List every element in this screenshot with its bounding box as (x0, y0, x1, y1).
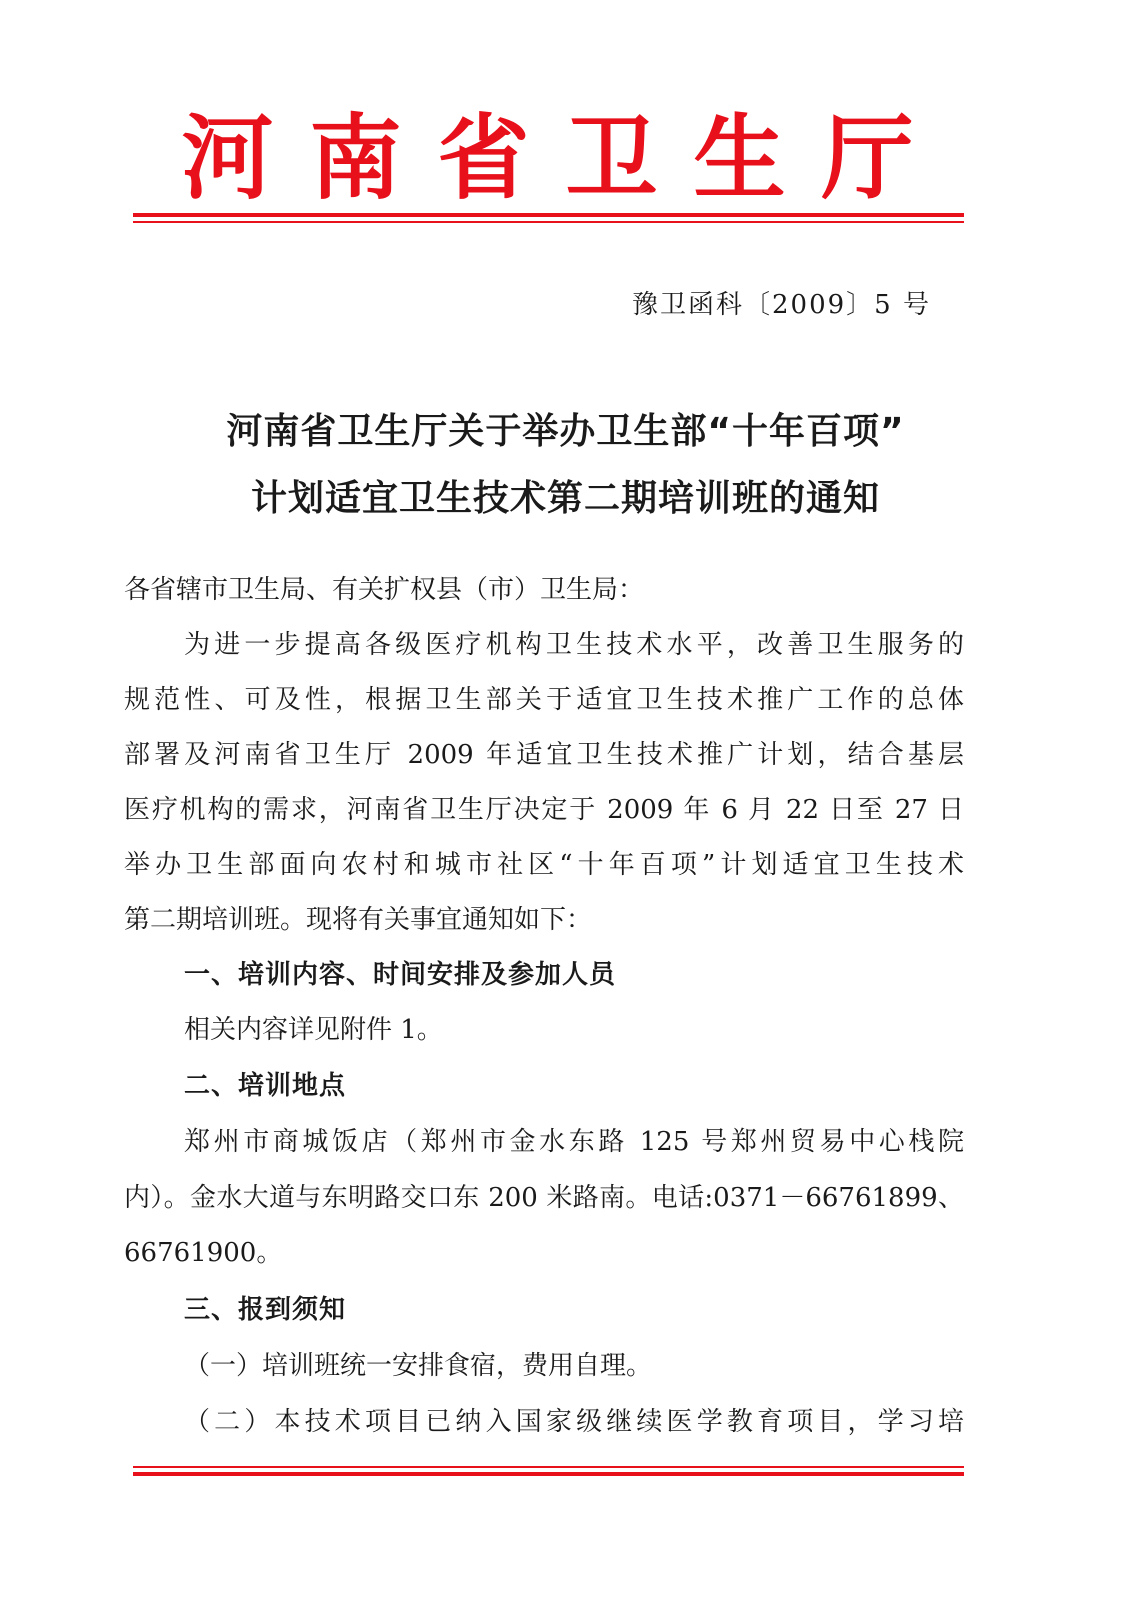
intro-line-5: 举办卫生部面向农村和城市社区“十年百项”计划适宜卫生技术 (124, 850, 964, 880)
section-2-line-3: 66761900。 (124, 1238, 283, 1268)
section-1-heading: 一、培训内容、时间安排及参加人员 (184, 960, 617, 990)
intro-line-1: 为进一步提高各级医疗机构卫生技术水平，改善卫生服务的 (184, 630, 964, 660)
section-2-line-2: 内）。金水大道与东明路交口东 200 米路南。电话:0371－66761899、 (124, 1183, 964, 1213)
intro-line-4: 医疗机构的需求，河南省卫生厅决定于 2009 年 6 月 22 日至 27 日 (124, 795, 964, 825)
footer-rule-thin (133, 1466, 964, 1468)
section-2-heading: 二、培训地点 (184, 1071, 347, 1101)
section-3-item-2: （二）本技术项目已纳入国家级继续医学教育项目，学习培 (184, 1407, 964, 1437)
intro-line-6: 第二期培训班。现将有关事宜通知如下： (124, 905, 593, 935)
intro-line-3: 部署及河南省卫生厅 2009 年适宜卫生技术推广计划，结合基层 (124, 740, 964, 770)
section-1-text: 相关内容详见附件 1。 (184, 1015, 443, 1045)
intro-line-2: 规范性、可及性，根据卫生部关于适宜卫生技术推广工作的总体 (124, 685, 964, 715)
title-line-2: 计划适宜卫生技术第二期培训班的通知 (250, 478, 880, 519)
section-3-heading: 三、报到须知 (184, 1295, 347, 1325)
masthead-rule-thick (133, 213, 964, 217)
footer-rule-thick (133, 1472, 964, 1476)
salutation: 各省辖市卫生局、有关扩权县（市）卫生局： (124, 575, 645, 605)
document-number: 豫卫函科〔2009〕5 号 (632, 290, 931, 320)
masthead-title: 河南省卫生厅 (181, 104, 950, 212)
masthead-rule-thin (133, 221, 964, 223)
title-line-1: 河南省卫生厅关于举办卫生部“十年百项” (226, 411, 905, 452)
section-2-line-1: 郑州市商城饭店（郑州市金水东路 125 号郑州贸易中心栈院 (184, 1127, 964, 1157)
section-3-item-1: （一）培训班统一安排食宿，费用自理。 (184, 1351, 653, 1381)
